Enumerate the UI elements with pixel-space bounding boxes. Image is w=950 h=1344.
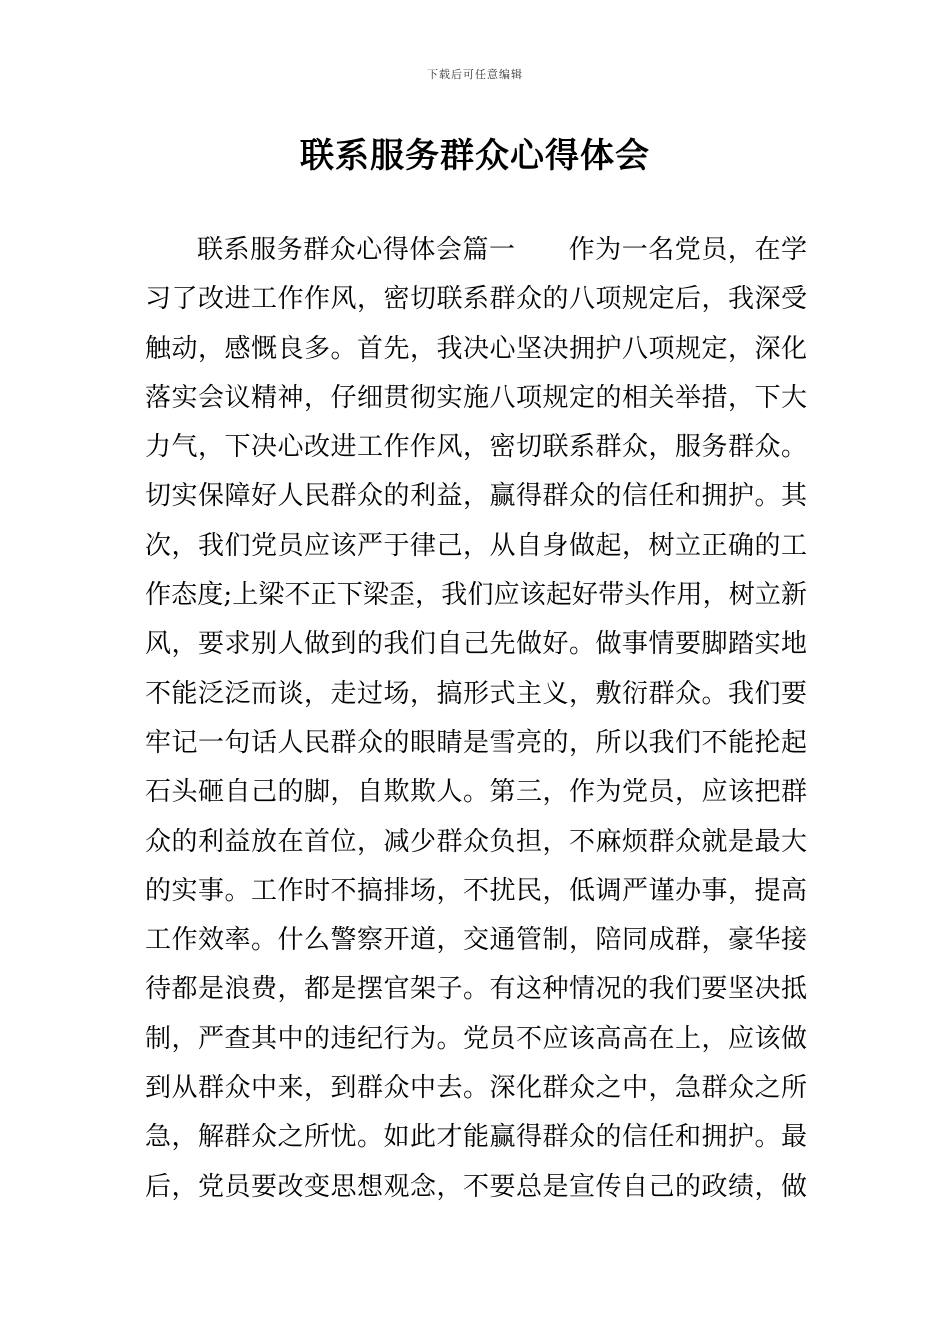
document-title: 联系服务群众心得体会: [300, 136, 650, 176]
body-line: 到从群众中来，到群众中去。深化群众之中，急群众之所: [145, 1073, 807, 1104]
body-text: [145, 226, 807, 1212]
body-line: 作态度;上梁不正下梁歪，我们应该起好带头作用，树立新: [145, 580, 807, 611]
body-line: 工作效率。什么警察开道，交通管制，陪同成群，豪华接: [145, 925, 807, 956]
body-line: 制，严查其中的违纪行为。党员不应该高高在上，应该做: [145, 1023, 807, 1054]
body-line: 力气，下决心改进工作作风，密切联系群众，服务群众。: [145, 432, 807, 463]
body-line: 待都是浪费，都是摆官架子。有这种情况的我们要坚决抵: [145, 974, 807, 1005]
body-line: 落实会议精神，仔细贯彻实施八项规定的相关举措，下大: [145, 382, 807, 413]
body-line: 习了改进工作作风，密切联系群众的八项规定后，我深受: [145, 284, 807, 315]
body-line: 众的利益放在首位，减少群众负担，不麻烦群众就是最大: [145, 826, 807, 857]
body-line: 后，党员要改变思想观念，不要总是宣传自己的政绩，做: [145, 1171, 807, 1202]
body-line: 急，解群众之所忧。如此才能赢得群众的信任和拥护。最: [145, 1122, 807, 1153]
body-line: 风，要求别人做到的我们自己先做好。做事情要脚踏实地: [145, 629, 807, 660]
header-note: 下载后可任意编辑: [427, 68, 523, 81]
body-line: 触动，感慨良多。首先，我决心坚决拥护八项规定，深化: [145, 333, 807, 364]
body-line: 联系服务群众心得体会篇一 作为一名党员，在学: [197, 235, 807, 265]
body-line: 牢记一句话人民群众的眼睛是雪亮的，所以我们不能抡起: [145, 727, 807, 758]
body-line: 切实保障好人民群众的利益，赢得群众的信任和拥护。其: [145, 481, 807, 512]
body-line: 次，我们党员应该严于律己，从自身做起，树立正确的工: [145, 530, 807, 561]
body-line: 的实事。工作时不搞排场，不扰民，低调严谨办事，提高: [145, 875, 807, 906]
body-line: 石头砸自己的脚，自欺欺人。第三，作为党员，应该把群: [145, 777, 807, 808]
body-line: 不能泛泛而谈，走过场，搞形式主义，敷衍群众。我们要: [145, 678, 807, 709]
